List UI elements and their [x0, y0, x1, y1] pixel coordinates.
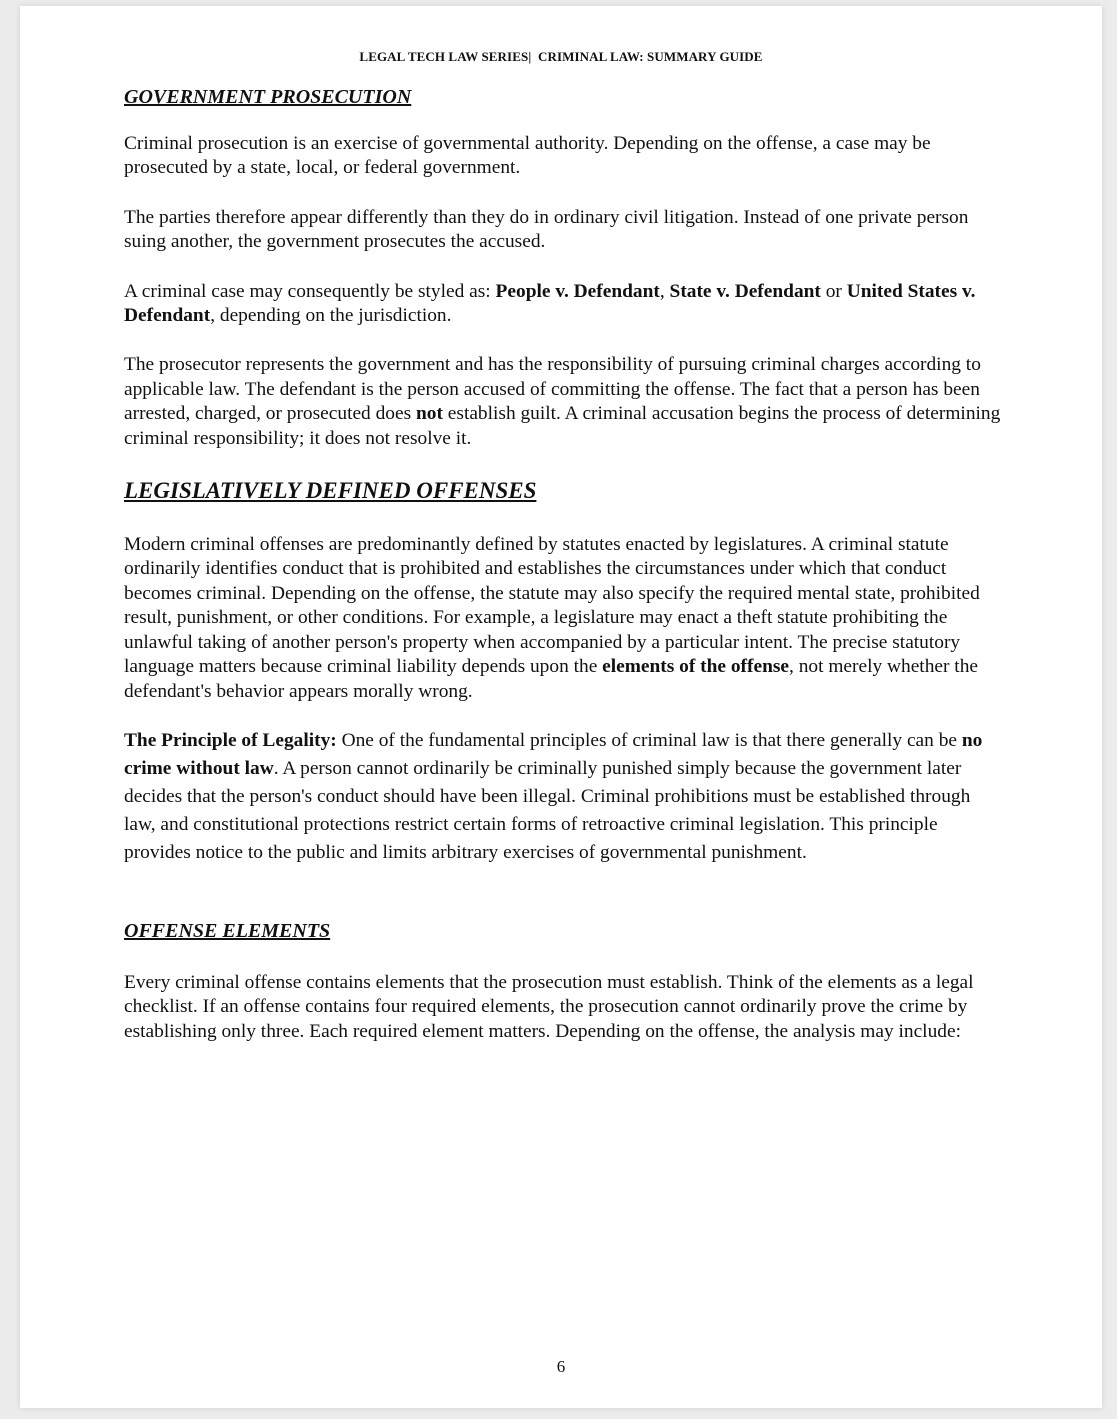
section-title-legislatively-defined-offenses: LEGISLATIVELY DEFINED OFFENSES [124, 478, 537, 504]
case-style-people: People v. Defendant [495, 280, 660, 302]
emphasis-elements-of-the-offense: elements of the offense [602, 656, 789, 678]
emphasis-not: not [416, 403, 443, 425]
paragraph-elements: Every criminal offense contains elements that the prosecution must establish. Think of the elements as a legal checklist. If an offense contains four required elements, the prosecution cannot ordinarily prove the crime by establishing only three. Each required element matters. Depending on the offense, the analysis may include: [124, 971, 974, 1042]
section-title-offense-elements: OFFENSE ELEMENTS [124, 919, 331, 942]
document-page [20, 6, 1102, 1408]
paragraph: Criminal prosecution is an exercise of governmental authority. Depending on the offense, a case may be prosecuted by a state, local, or federal government. [124, 133, 931, 179]
paragraph-prosecutor: The prosecutor represents the government and has the responsibility of pursuing criminal charges according to applicable law. The defendant is the person accused of committing the offense. The fact that a person has been arrested, charged, or prosecuted does not establish guilt. A criminal accusation begins the process of determining criminal responsibility; it does not resolve it. [124, 354, 1001, 449]
paragraph-statutes: Modern criminal offenses are predominantly defined by statutes enacted by legislatures. A criminal statute ordinarily identifies conduct that is prohibited and establishes the circumstances under which that conduct becomes criminal. Depending on the offense, the statute may also specify the required mental state, prohibited result, punishment, or other conditions. For example, a legislature may enact a theft statute prohibiting the unlawful taking of another person's property when accompanied by a particular intent. The precise statutory language matters because criminal liability depends upon the elements of the offense, not merely whether the defendant's behavior appears morally wrong. [124, 534, 980, 702]
case-style-state: State v. Defendant [669, 280, 821, 302]
principle-of-legality-block [124, 727, 1004, 867]
page-number: 6 [556, 1357, 566, 1376]
header-series: LEGAL TECH LAW SERIES [359, 49, 529, 64]
principle-of-legality-label: The Principle of Legality: [124, 729, 337, 751]
paragraph-case-styles: A criminal case may consequently be styled as: People v. Defendant, State v. Defendant or United States v. Defendant, depending on the jurisdiction. [124, 280, 976, 327]
page-body [124, 84, 1004, 1044]
header-guide: CRIMINAL LAW: SUMMARY GUIDE [537, 49, 763, 64]
case-style-united-states: United States v. Defendant [124, 280, 976, 327]
running-header [20, 49, 1102, 65]
section-title-government-prosecution: GOVERNMENT PROSECUTION [124, 86, 412, 108]
emphasis-no-crime-without-law: no crime without law [124, 729, 983, 779]
header-separator: | [528, 49, 532, 64]
paragraph-legality: The Principle of Legality: One of the fundamental principles of criminal law is that there generally can be no crime without law. A person cannot ordinarily be criminally punished simply because the government later decides that the person's conduct should have been illegal. Criminal prohibitions must be established through law, and constitutional protections restrict certain forms of retroactive criminal legislation. This principle provides notice to the public and limits arbitrary exercises of governmental punishment. [124, 729, 983, 863]
paragraph: The parties therefore appear differently than they do in ordinary civil litigation. Instead of one private person suing another, the government prosecutes the accused. [124, 206, 969, 253]
